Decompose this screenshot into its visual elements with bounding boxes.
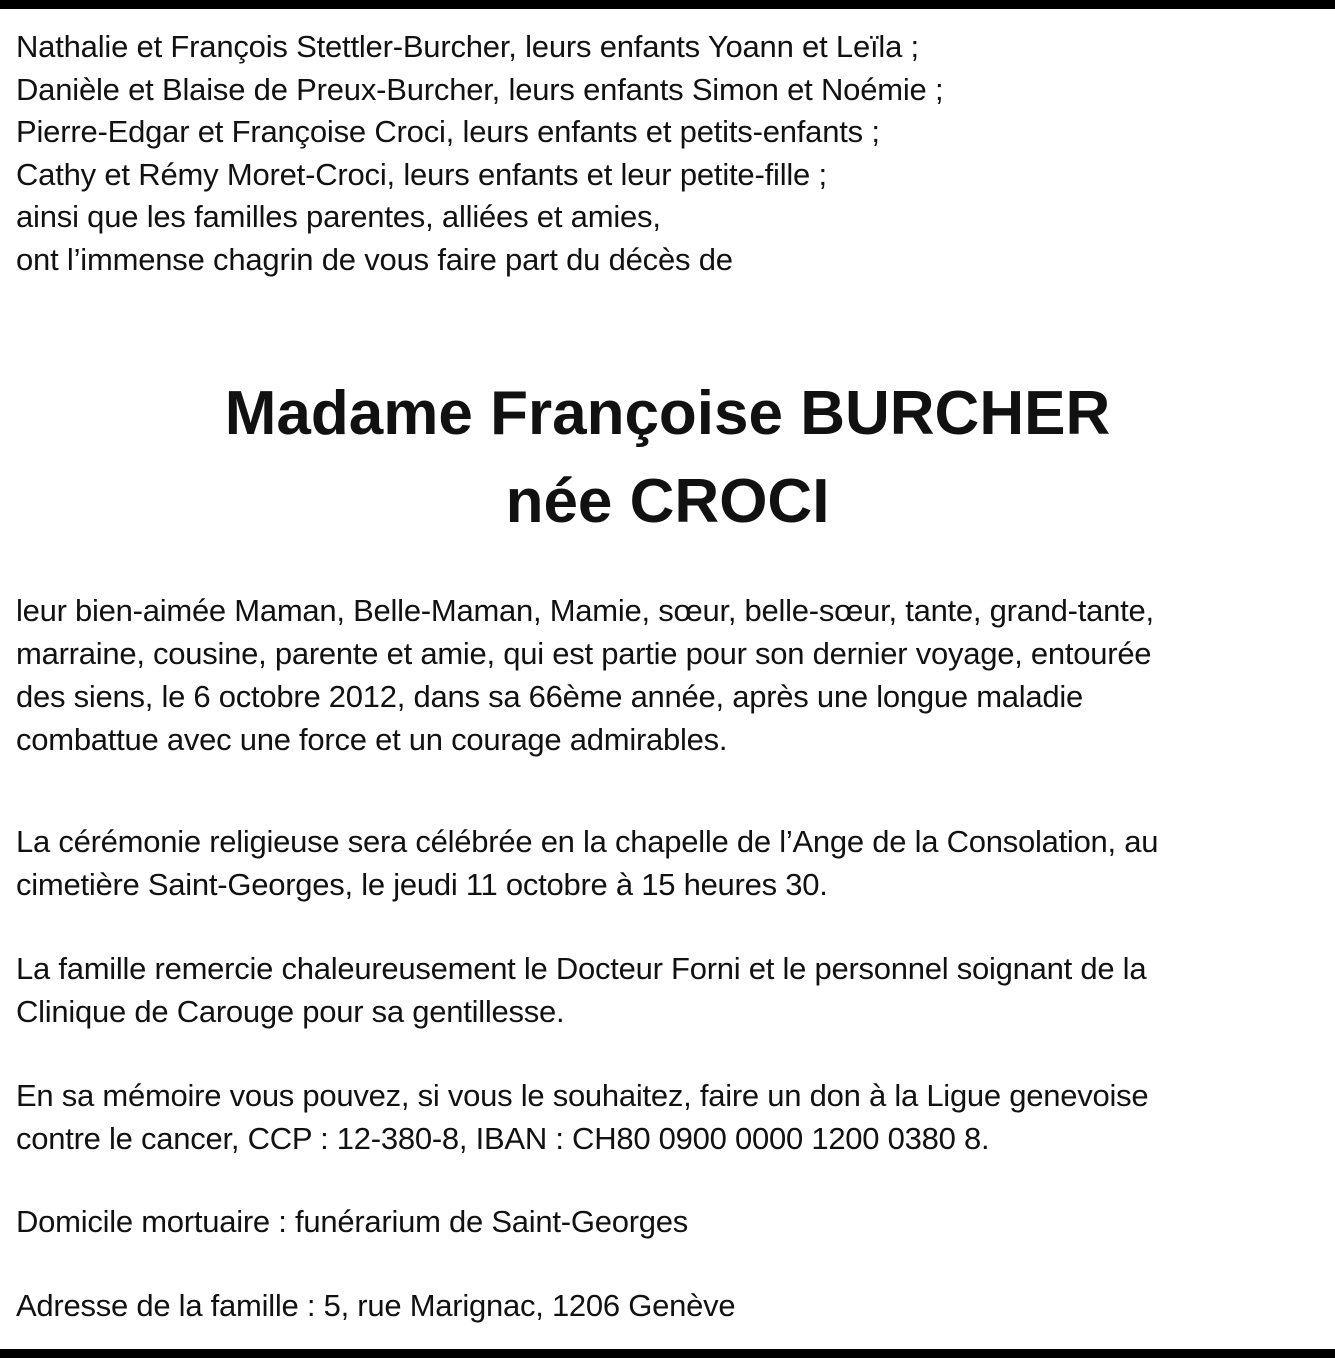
family-line: Pierre-Edgar et Françoise Croci, leurs enfants et petits-enfants ;: [16, 114, 880, 149]
bottom-border-rule: [0, 1349, 1335, 1358]
ceremony-line: La cérémonie religieuse sera célébrée en la chapelle de l’Ange de la Consolation, au: [16, 824, 1159, 859]
deceased-name: Madame Françoise BURCHER: [224, 379, 1111, 448]
top-border-rule: [0, 0, 1335, 9]
donation-paragraph: [16, 1074, 1321, 1160]
tribute-paragraph: [16, 589, 1321, 761]
domicile-line: Domicile mortuaire : funérarium de Saint-Georges: [16, 1204, 688, 1239]
family-announcement: [16, 26, 1316, 281]
address-paragraph: [16, 1284, 1321, 1327]
domicile-paragraph: [16, 1200, 1321, 1243]
thanks-paragraph: [16, 947, 1321, 1033]
deceased-name-heading: [0, 370, 1335, 546]
ceremony-paragraph: [16, 820, 1321, 906]
thanks-line: La famille remercie chaleureusement le Docteur Forni et le personnel soignant de la: [16, 951, 1147, 986]
address-line: Adresse de la famille : 5, rue Marignac, 1206 Genève: [16, 1288, 736, 1323]
tribute-line: marraine, cousine, parente et amie, qui est partie pour son dernier voyage, entourée: [16, 636, 1152, 671]
family-line: ont l’immense chagrin de vous faire part du décès de: [16, 241, 733, 277]
ceremony-line: cimetière Saint-Georges, le jeudi 11 octobre à 15 heures 30.: [16, 867, 828, 902]
family-line: Cathy et Rémy Moret-Croci, leurs enfants et leur petite-fille ;: [16, 156, 827, 192]
family-line: Danièle et Blaise de Preux-Burcher, leurs enfants Simon et Noémie ;: [16, 71, 944, 107]
donation-line: En sa mémoire vous pouvez, si vous le souhaitez, faire un don à la Ligue genevoise: [16, 1078, 1149, 1113]
tribute-line: combattue avec une force et un courage admirables.: [16, 722, 728, 757]
tribute-line: leur bien-aimée Maman, Belle-Maman, Mamie, sœur, belle-sœur, tante, grand-tante,: [16, 593, 1154, 628]
deceased-maiden-name: née CROCI: [505, 467, 830, 536]
thanks-line: Clinique de Carouge pour sa gentillesse.: [16, 994, 565, 1029]
tribute-line: des siens, le 6 octobre 2012, dans sa 66ème année, après une longue maladie: [16, 679, 1084, 714]
donation-line: contre le cancer, CCP : 12-380-8, IBAN : CH80 0900 0000 1200 0380 8.: [16, 1121, 990, 1156]
family-line: Nathalie et François Stettler-Burcher, leurs enfants Yoann et Leïla ;: [16, 29, 919, 64]
family-line: ainsi que les familles parentes, alliées et amies,: [16, 199, 661, 234]
